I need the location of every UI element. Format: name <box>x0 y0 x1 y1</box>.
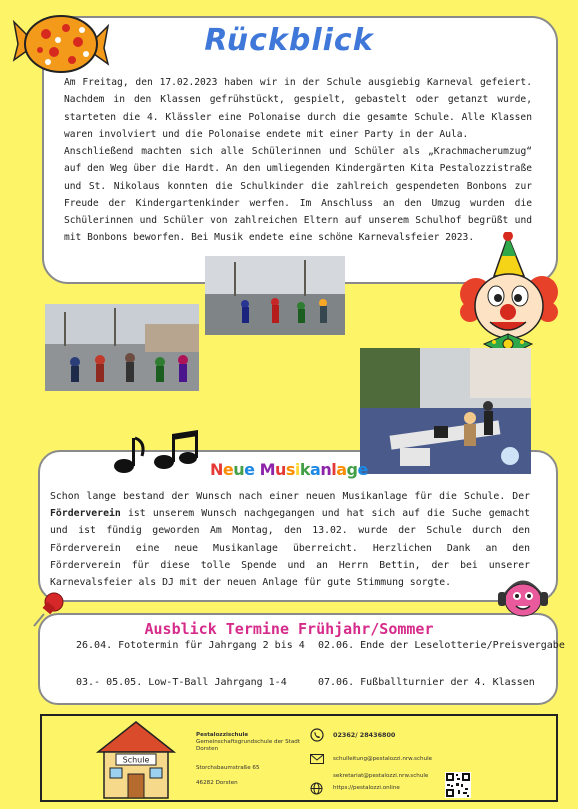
carnival-photo-hopscotch <box>360 348 531 474</box>
school-sign: Schule <box>122 755 150 765</box>
school-sub2: Dorsten <box>196 746 219 752</box>
date-item: 03.- 05.05. Low-T-Ball Jahrgang 1-4 <box>76 677 287 688</box>
music-title-letter: k <box>299 460 311 479</box>
music-title-letter: n <box>320 460 332 479</box>
school-street: Storchsbaumstraße 65 <box>196 765 260 771</box>
music-notes-icon <box>112 430 198 476</box>
date-item: 07.06. Fußballturnier der 4. Klassen <box>318 677 535 688</box>
website-link[interactable]: https://pestalozzi.online <box>333 785 400 791</box>
phone-number: 02362/ 28436800 <box>333 731 396 739</box>
school-house-icon <box>90 718 182 802</box>
music-title-letter: M <box>259 460 275 479</box>
music-title-letter: a <box>336 460 347 479</box>
phone-icon <box>310 728 324 742</box>
monster-headphones-icon <box>490 572 556 620</box>
carnival-photo-schoolyard <box>45 304 199 391</box>
school-city: 46282 Dorsten <box>196 780 238 786</box>
globe-icon <box>310 782 323 795</box>
music-title-letter: e <box>357 460 368 479</box>
music-title-letter: u <box>275 460 286 479</box>
page-title: Rückblick <box>204 23 374 58</box>
carnival-photo-parade <box>205 256 345 335</box>
music-paragraph: Schon lange bestand der Wunsch nach einer neuen Musikanlage für die Schule. Der Förderverein ist unserem Wunsch nachgegangen und hat sich auf die Suche gemacht und ist fündig geworden Am Montag, den 13.02. wurde der Schule durch den Förderverein eine neue Musikanlage überreicht. Herzlichen Dank an den Förderverein für diese tolle Spende und an Herrn Bettin, der bei unserer Karnevalsfeier als DJ mit der neuen Anlage für gute Stimmung sorgte. <box>50 491 530 589</box>
footer <box>40 714 558 802</box>
date-item: 02.06. Ende der Leselotterie/Preisvergabe <box>318 640 565 651</box>
qr-code-icon <box>445 772 471 798</box>
music-section-title <box>210 460 368 479</box>
music-title-letter: a <box>310 460 321 479</box>
dates-title: Ausblick Termine Frühjahr/Sommer <box>144 620 434 638</box>
email-link-sekretariat[interactable]: sekretariat@pestalozzi.nrw.schule <box>333 773 429 779</box>
music-title-letter: i <box>294 460 300 479</box>
music-title-letter: g <box>346 460 358 479</box>
music-title-letter: e <box>244 460 255 479</box>
mail-icon <box>310 754 324 764</box>
article-paragraph-2: Anschließend machten sich alle Schülerinnen und Schüler als „Krachmacherumzug“ auf den Weg über die Hardt. An den umliegenden Kindergärten Kita Pestalozzistraße und St. Nikolaus konnten die Schulkinder die zahlreich gespendeten Bonbons zur Freude der Kindergartenkinder werfen. Im Anschluss an den Umzug wurden die Schülerinnen und Schüler von zahlreichen Eltern auf unserem Schulhof begrüßt und mit Bonbons beworfen. Bei Musik endete eine schöne Karnevalsfeier 2023. <box>64 146 532 244</box>
article-paragraph-1: Am Freitag, den 17.02.2023 haben wir in der Schule ausgiebig Karneval gefeiert. Nachdem in den Klassen gefrühstückt, gespielt, gebastelt oder getanzt wurde, starteten die 4. Klässler eine Polonaise durch die gesamte Schule. Alle Klassen waren involviert und die Polonaise endete mit einer Party in der Aula. <box>64 77 532 140</box>
email-link-leitung[interactable]: schulleitung@pestalozzi.nrw.schule <box>333 756 433 762</box>
music-title-letter: e <box>222 460 234 479</box>
school-name: Pestalozzischule <box>196 732 249 738</box>
music-title-letter: s <box>285 460 295 479</box>
school-sub1: Gemeinschaftsgrundschule der Stadt <box>196 739 301 745</box>
date-item: 26.04. Fototermin für Jahrgang 2 bis 4 <box>76 640 305 651</box>
music-title-letter: N <box>210 460 223 479</box>
music-title-letter: l <box>331 460 337 479</box>
clown-icon <box>458 232 564 364</box>
music-title-letter: u <box>233 460 245 479</box>
